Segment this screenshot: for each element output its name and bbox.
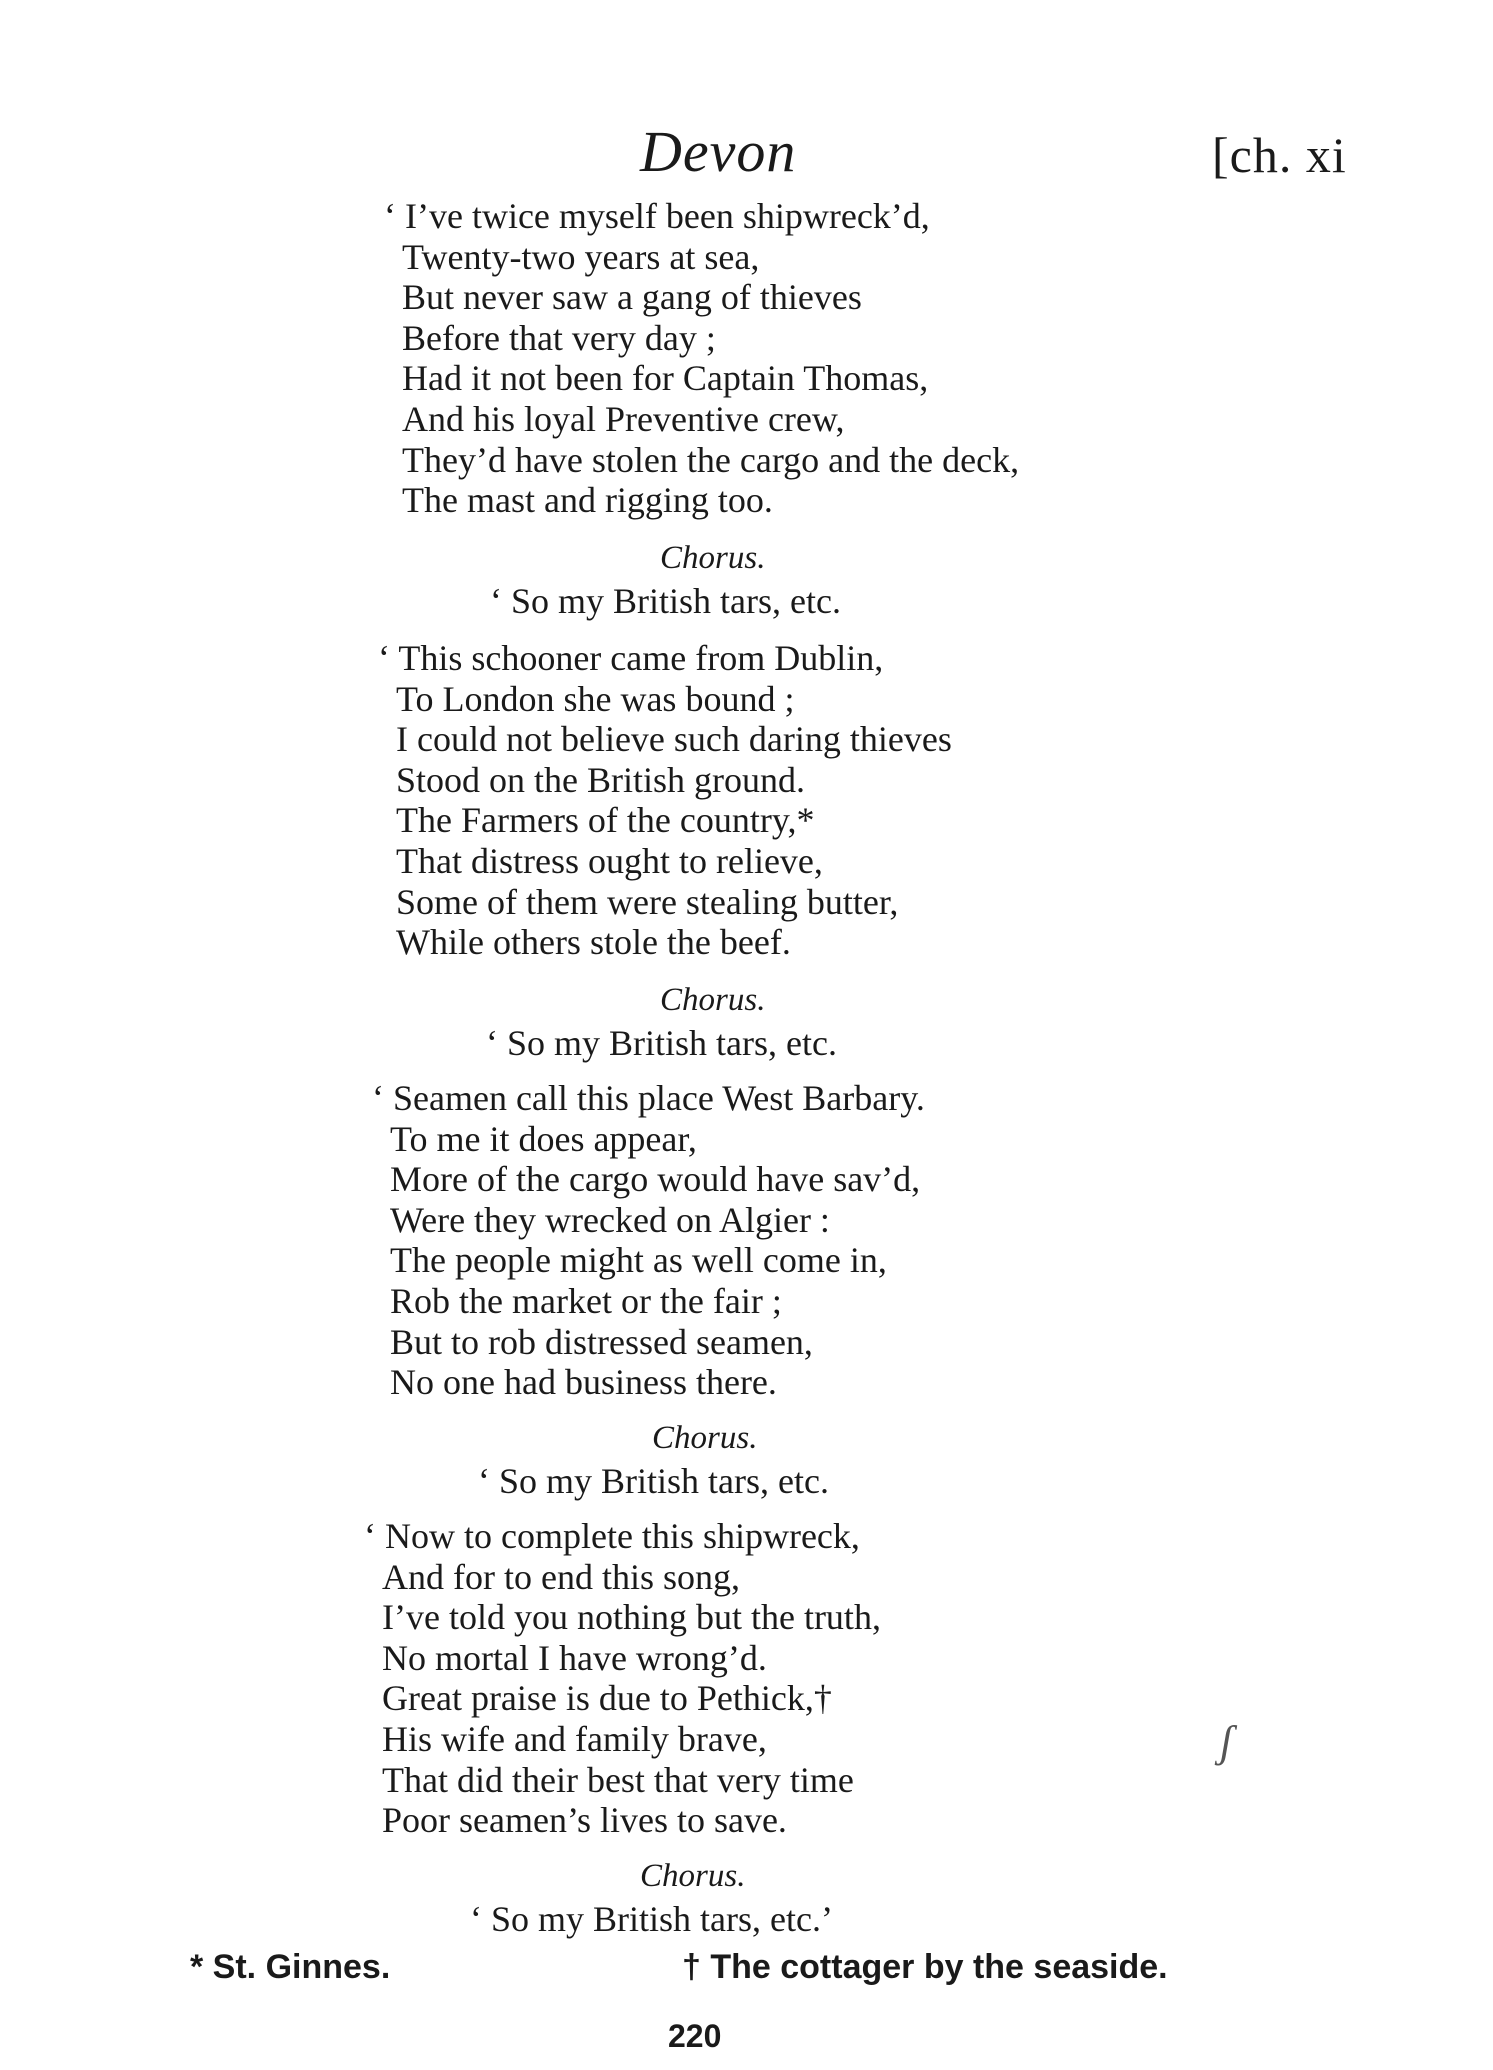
verse-line: I could not believe such daring thieves <box>396 719 952 760</box>
footnote-asterisk: * St. Ginnes. <box>190 1948 391 1986</box>
verse-line: ‘ Seamen call this place West Barbary. <box>372 1078 925 1118</box>
verse-line: They’d have stolen the cargo and the deck, <box>402 439 1020 480</box>
chorus-label: Chorus. <box>640 1858 746 1894</box>
verse-line: The Farmers of the country,* <box>396 800 815 841</box>
verse-line: Had it not been for Captain Thomas, <box>402 358 929 399</box>
verse-line: No one had business there. <box>390 1362 777 1403</box>
footnote-dagger: † The cottager by the seaside. <box>682 1948 1168 1986</box>
verse-line: Some of them were stealing butter, <box>396 881 899 922</box>
page-number: 220 <box>668 2018 722 2054</box>
stanza-3 <box>372 1078 925 1403</box>
stanza-1 <box>384 196 1019 521</box>
verse-line: And for to end this song, <box>382 1556 740 1597</box>
chapter-mark: [ch. xi <box>1212 127 1347 183</box>
verse-line: Rob the market or the fair ; <box>390 1280 782 1321</box>
verse-line: While others stole the beef. <box>396 922 791 963</box>
verse-line: But to rob distressed seamen, <box>390 1321 813 1362</box>
verse-line: More of the cargo would have sav’d, <box>390 1159 921 1200</box>
verse-line: To London she was bound ; <box>396 678 795 719</box>
margin-pencil-mark: ʃ <box>1220 1717 1233 1766</box>
verse-line: ‘ This schooner came from Dublin, <box>378 638 884 678</box>
chorus-label: Chorus. <box>660 982 766 1018</box>
chorus-label: Chorus. <box>652 1420 758 1456</box>
verse-line: But never saw a gang of thieves <box>402 277 862 318</box>
chorus-text: ‘ So my British tars, etc. <box>486 1023 837 1063</box>
verse-line: Were they wrecked on Algier : <box>390 1199 830 1240</box>
page-title: Devon <box>640 119 797 184</box>
verse-line: The people might as well come in, <box>390 1240 887 1281</box>
stanza-4 <box>364 1516 881 1841</box>
verse-line: And his loyal Preventive crew, <box>402 398 845 439</box>
verse-line: The mast and rigging too. <box>402 480 773 521</box>
chorus-text: ‘ So my British tars, etc. <box>490 581 841 621</box>
verse-line: ‘ I’ve twice myself been shipwreck’d, <box>384 196 930 236</box>
verse-line: Poor seamen’s lives to save. <box>382 1800 787 1841</box>
verse-line: I’ve told you nothing but the truth, <box>382 1597 881 1638</box>
verse-line: Stood on the British ground. <box>396 759 806 800</box>
verse-line: No mortal I have wrong’d. <box>382 1637 767 1678</box>
verse-line: Before that very day ; <box>402 317 716 358</box>
chorus-text: ‘ So my British tars, etc. <box>478 1461 829 1501</box>
verse-line: Great praise is due to Pethick,† <box>382 1678 832 1719</box>
verse-line: Twenty-two years at sea, <box>402 236 760 277</box>
verse-line: ‘ Now to complete this shipwreck, <box>364 1516 860 1556</box>
verse-line: That distress ought to relieve, <box>396 840 823 881</box>
chorus-text: ‘ So my British tars, etc.’ <box>470 1899 833 1939</box>
verse-line: His wife and family brave, <box>382 1718 767 1759</box>
chorus-label: Chorus. <box>660 540 766 576</box>
verse-line: That did their best that very time <box>382 1759 854 1800</box>
stanza-2 <box>378 638 952 963</box>
verse-line: To me it does appear, <box>390 1118 697 1159</box>
